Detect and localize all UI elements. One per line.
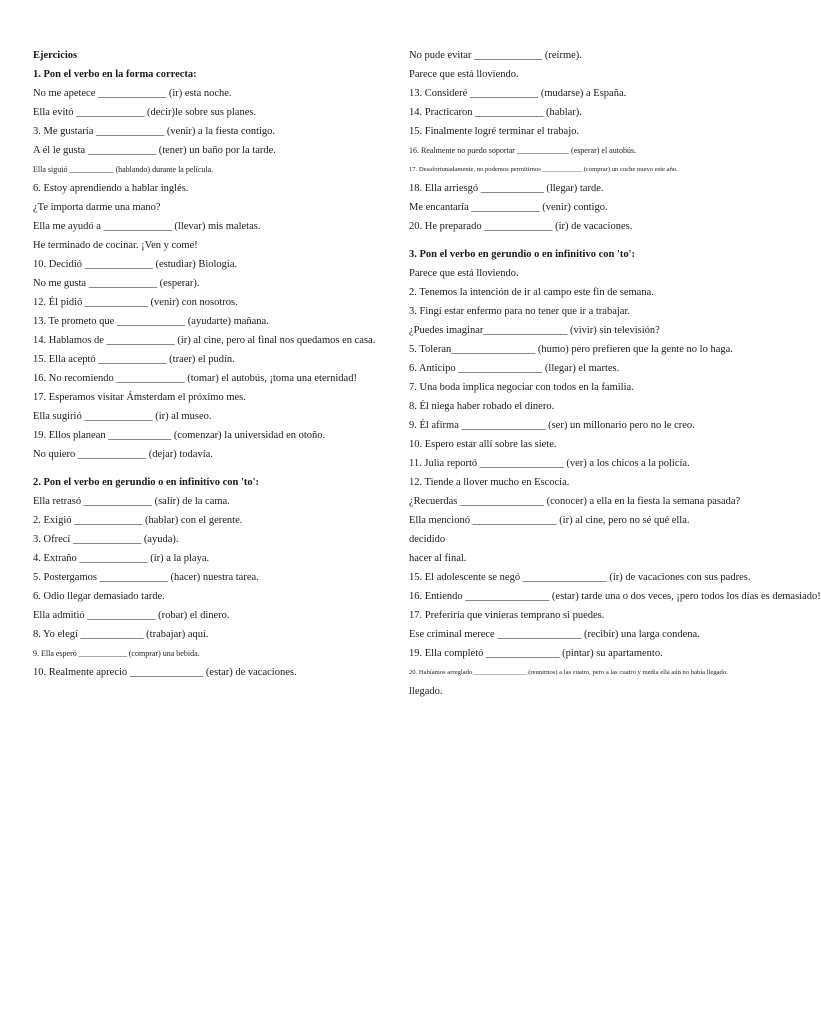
exercise-line: 6. Estoy aprendiendo a hablar inglés.	[33, 183, 189, 194]
exercise-line: Ella retrasó _____________ (salir) de la cama.	[33, 496, 230, 507]
section-1-heading: 1. Pon el verbo en la forma correcta:	[33, 69, 197, 80]
exercise-line: 13. Consideré _____________ (mudarse) a España.	[409, 88, 627, 99]
exercise-line: Me encantaría _____________ (venir) contigo.	[409, 202, 608, 213]
exercise-line: 15. Ella aceptó _____________ (traer) el pudín.	[33, 354, 235, 365]
exercise-line: 10. Decidió _____________ (estudiar) Biología.	[33, 259, 238, 270]
exercise-line: No quiero _____________ (dejar) todavía.	[33, 449, 213, 460]
exercise-line: 9. Ella esperó ____________ (comprar) una bebida.	[33, 649, 200, 658]
exercise-line: 20. Habíamos arreglado ________________ (reunirnos) a las cuatro, pero a las cuatro y media ella aún no había llegado.	[409, 669, 728, 676]
exercise-line: 3. Fingí estar enfermo para no tener que ir a trabajar.	[409, 306, 630, 317]
exercise-line: ¿Puedes imaginar________________ (vivir) sin televisión?	[409, 325, 660, 336]
exercise-line: 16. Entiendo ________________ (estar) tarde una o dos veces, ¡pero todos los días es demasiado!	[409, 591, 821, 602]
section-2-heading: 2. Pon el verbo en gerundio o en infinitivo con 'to':	[33, 477, 260, 488]
exercise-line: 12. Tiende a llover mucho en Escocia.	[409, 477, 570, 488]
exercise-line: 20. He preparado _____________ (ir) de vacaciones.	[409, 221, 633, 232]
exercise-line: No me apetece _____________ (ir) esta noche.	[33, 88, 232, 99]
exercise-line: No pude evitar _____________ (reírme).	[409, 50, 582, 61]
exercise-line: ¿Te importa darme una mano?	[33, 202, 161, 213]
exercise-line: 10. Espero estar allí sobre las siete.	[409, 439, 557, 450]
exercise-line: 19. Ella completó ______________ (pintar) su apartamento.	[409, 648, 663, 659]
exercise-line: Parece que está lloviendo.	[409, 268, 519, 279]
exercise-line: 11. Julia reportó ________________ (ver) a los chicos a la policía.	[409, 458, 690, 469]
exercise-line: 2. Exigió _____________ (hablar) con el gerente.	[33, 515, 243, 526]
exercise-line: Parece que está lloviendo.	[409, 69, 519, 80]
exercise-line: Ese criminal merece ________________ (recibir) una larga condena.	[409, 629, 700, 640]
exercise-line: A él le gusta _____________ (tener) un baño por la tarde.	[33, 145, 276, 156]
exercise-line: Ella me ayudó a _____________ (llevar) mis maletas.	[33, 221, 261, 232]
exercise-line: 10. Realmente aprecio ______________ (estar) de vacaciones.	[33, 667, 297, 678]
exercise-line: 17. Preferiría que vinieras temprano si puedes.	[409, 610, 605, 621]
exercise-line: hacer al final.	[409, 553, 467, 564]
right-column	[409, 46, 821, 701]
exercise-line: No me gusta _____________ (esperar).	[33, 278, 200, 289]
exercise-line: 12. Él pidió ____________ (venir) con nosotros.	[33, 297, 238, 308]
exercise-line: 6. Anticipo ________________ (llegar) el martes.	[409, 363, 620, 374]
exercise-line: 3. Ofrecí _____________ (ayuda).	[33, 534, 179, 545]
exercise-line: 17. Esperamos visitar Ámsterdam el próximo mes.	[33, 392, 246, 403]
exercise-line: 18. Ella arriesgó ____________ (llegar) tarde.	[409, 183, 604, 194]
exercise-line: 13. Te prometo que _____________ (ayudarte) mañana.	[33, 316, 269, 327]
exercise-line: Ella sugirió _____________ (ir) al museo.	[33, 411, 212, 422]
exercise-line: 5. Toleran________________ (humo) pero prefieren que la gente no lo haga.	[409, 344, 733, 355]
exercise-line: 15. Finalmente logré terminar el trabajo.	[409, 126, 579, 137]
exercise-line: 3. Me gustaría _____________ (venir) a la fiesta contigo.	[33, 126, 276, 137]
exercise-line: 8. Yo elegí ____________ (trabajar) aquí.	[33, 629, 209, 640]
exercise-line: He terminado de cocinar. ¡Ven y come!	[33, 240, 198, 251]
document-title: Ejercicios	[33, 50, 78, 61]
exercise-line: Ella admitió _____________ (robar) el dinero.	[33, 610, 230, 621]
exercise-line: decidido	[409, 534, 446, 545]
exercise-line: 7. Una boda implica negociar con todos en la familia.	[409, 382, 634, 393]
exercise-line: 14. Practicaron _____________ (hablar).	[409, 107, 582, 118]
exercise-line: Ella evitó _____________ (decir)le sobre sus planes.	[33, 107, 257, 118]
exercise-line: Ella siguió ___________ (hablando) durante la película.	[33, 165, 214, 174]
exercise-line: 6. Odio llegar demasiado tarde.	[33, 591, 165, 602]
exercise-line: 2. Tenemos la intención de ir al campo este fin de semana.	[409, 287, 654, 298]
exercise-line: 19. Ellos planean ____________ (comenzar) la universidad en otoño.	[33, 430, 326, 441]
section-spacer	[409, 236, 765, 245]
left-column	[33, 46, 383, 682]
exercise-line: 16. No recomiendo _____________ (tomar) el autobús, ¡toma una eternidad!	[33, 373, 357, 384]
exercise-line: 9. Él afirma ________________ (ser) un millonario pero no le creo.	[409, 420, 695, 431]
exercise-line: Ella mencionó ________________ (ir) al cine, pero no sé qué ella.	[409, 515, 690, 526]
exercise-line: 8. Él niega haber robado el dinero.	[409, 401, 555, 412]
exercise-line: 17. Desafortunadamente, no podemos permitirnos ____________ (comprar) un coche nuevo este año.	[409, 166, 678, 173]
section-3-heading: 3. Pon el verbo en gerundio o en infinitivo con 'to':	[409, 249, 636, 260]
exercise-line: 16. Realmente no puedo soportar _____________ (esperar) el autobús.	[409, 146, 637, 155]
exercise-line: 5. Postergamos _____________ (hacer) nuestra tarea.	[33, 572, 259, 583]
exercise-line: 14. Hablamos de _____________ (ir) al cine, pero al final nos quedamos en casa.	[33, 335, 376, 346]
exercise-line: 4. Extraño _____________ (ir) a la playa.	[33, 553, 210, 564]
exercise-line: ¿Recuerdas ________________ (conocer) a ella en la fiesta la semana pasada?	[409, 496, 741, 507]
exercise-line: 15. El adolescente se negó ________________ (ir) de vacaciones con sus padres.	[409, 572, 751, 583]
exercise-line: llegado.	[409, 686, 443, 697]
section-spacer	[33, 464, 383, 473]
